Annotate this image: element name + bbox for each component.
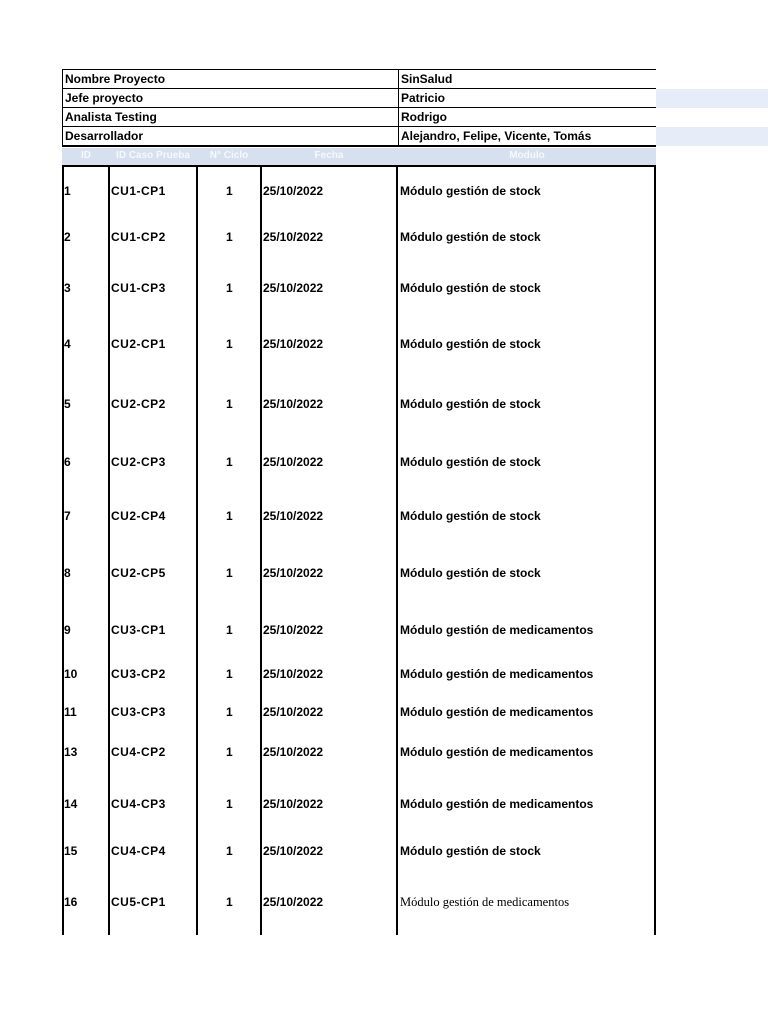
cell-date: 25/10/2022 <box>263 745 324 759</box>
cell-id: 8 <box>64 566 71 580</box>
cell-cycle: 1 <box>226 667 233 681</box>
table-row <box>62 227 656 247</box>
cell-date: 25/10/2022 <box>263 337 324 351</box>
cell-cycle: 1 <box>226 397 233 411</box>
table-row <box>62 794 656 814</box>
info-value: SinSalud <box>401 72 453 86</box>
table-row <box>62 278 656 298</box>
cell-module: Módulo gestión de stock <box>400 566 541 580</box>
info-divider <box>398 108 399 126</box>
cell-date: 25/10/2022 <box>263 667 324 681</box>
cell-id: 16 <box>64 895 78 909</box>
cell-id: 11 <box>64 705 77 719</box>
cell-id: 2 <box>64 230 71 244</box>
cell-cycle: 1 <box>226 745 233 759</box>
cell-module: Módulo gestión de stock <box>400 844 541 858</box>
column-header-case: ID Caso Prueba <box>116 150 190 161</box>
info-divider <box>398 70 399 88</box>
cell-module: Módulo gestión de stock <box>400 281 541 295</box>
table-row <box>62 506 656 526</box>
info-row-developers <box>62 127 656 147</box>
cell-id: 1 <box>64 184 71 198</box>
column-header-date: Fecha <box>314 150 344 161</box>
cell-id: 10 <box>64 667 78 681</box>
cell-case: CU5-CP1 <box>111 895 166 909</box>
table-row <box>62 394 656 414</box>
cell-cycle: 1 <box>226 184 233 198</box>
cell-module: Módulo gestión de stock <box>400 230 541 244</box>
cell-module: Módulo gestión de medicamentos <box>400 895 570 909</box>
cell-module: Módulo gestión de medicamentos <box>400 745 594 759</box>
info-tint-cell <box>656 89 768 108</box>
cell-module: Módulo gestión de stock <box>400 455 541 469</box>
info-value: Alejandro, Felipe, Vicente, Tomás <box>401 129 592 143</box>
info-tint-cell <box>656 127 768 146</box>
cell-case: CU2-CP4 <box>111 509 166 523</box>
table-row <box>62 334 656 354</box>
table-row <box>62 452 656 472</box>
cell-case: CU2-CP3 <box>111 455 166 469</box>
cell-case: CU2-CP1 <box>111 337 166 351</box>
cell-case: CU1-CP1 <box>111 184 166 198</box>
cell-id: 15 <box>64 844 78 858</box>
cell-case: CU3-CP1 <box>111 623 166 637</box>
cell-id: 9 <box>64 623 71 637</box>
cell-date: 25/10/2022 <box>263 509 324 523</box>
cell-module: Módulo gestión de stock <box>400 509 541 523</box>
cell-id: 4 <box>64 337 71 351</box>
cell-case: CU3-CP2 <box>111 667 166 681</box>
info-divider <box>398 89 399 107</box>
info-label: Analista Testing <box>65 110 157 124</box>
cell-id: 5 <box>64 397 71 411</box>
cell-cycle: 1 <box>226 566 233 580</box>
cell-case: CU2-CP2 <box>111 397 166 411</box>
cell-id: 3 <box>64 281 71 295</box>
cell-cycle: 1 <box>226 705 233 719</box>
info-row-project-name <box>62 70 656 89</box>
cell-case: CU4-CP2 <box>111 745 166 759</box>
cell-case: CU1-CP2 <box>111 230 166 244</box>
cell-date: 25/10/2022 <box>263 623 324 637</box>
column-header-id: ID <box>81 150 91 161</box>
table-row <box>62 664 656 684</box>
info-value: Patricio <box>401 91 446 105</box>
info-label: Desarrollador <box>65 129 144 143</box>
cell-module: Módulo gestión de medicamentos <box>400 667 594 681</box>
cell-case: CU3-CP3 <box>111 705 166 719</box>
cell-module: Módulo gestión de stock <box>400 337 541 351</box>
info-divider <box>398 127 399 145</box>
cell-cycle: 1 <box>226 455 233 469</box>
cell-cycle: 1 <box>226 337 233 351</box>
cell-date: 25/10/2022 <box>263 184 324 198</box>
info-row-project-lead <box>62 89 656 108</box>
column-header-cycle: N° Ciclo <box>209 150 249 161</box>
cell-date: 25/10/2022 <box>263 230 324 244</box>
cell-module: Módulo gestión de medicamentos <box>400 705 594 719</box>
cell-id: 13 <box>64 745 78 759</box>
info-row-testing-analyst <box>62 108 656 127</box>
cell-date: 25/10/2022 <box>263 844 324 858</box>
cell-date: 25/10/2022 <box>263 455 324 469</box>
table-row <box>62 620 656 640</box>
cell-id: 14 <box>64 797 78 811</box>
info-label: Nombre Proyecto <box>65 72 166 86</box>
cell-case: CU1-CP3 <box>111 281 166 295</box>
cell-cycle: 1 <box>226 797 233 811</box>
table-row <box>62 742 656 762</box>
cell-case: CU4-CP3 <box>111 797 166 811</box>
cell-date: 25/10/2022 <box>263 566 324 580</box>
table-row <box>62 563 656 583</box>
table-row <box>62 841 656 861</box>
table-row <box>62 181 656 201</box>
cell-module: Módulo gestión de stock <box>400 397 541 411</box>
table-row <box>62 702 656 722</box>
column-header-row <box>62 148 656 167</box>
column-header-module: Modulo <box>509 150 545 161</box>
cell-module: Módulo gestión de medicamentos <box>400 797 594 811</box>
cell-date: 25/10/2022 <box>263 705 324 719</box>
cell-module: Módulo gestión de medicamentos <box>400 623 594 637</box>
cell-case: CU4-CP4 <box>111 844 166 858</box>
info-label: Jefe proyecto <box>65 91 144 105</box>
cell-cycle: 1 <box>226 230 233 244</box>
table-row <box>62 892 656 912</box>
cell-id: 7 <box>64 509 71 523</box>
cell-date: 25/10/2022 <box>263 797 324 811</box>
info-value: Rodrigo <box>401 110 447 124</box>
cell-date: 25/10/2022 <box>263 397 324 411</box>
cell-date: 25/10/2022 <box>263 895 324 909</box>
cell-date: 25/10/2022 <box>263 281 324 295</box>
cell-cycle: 1 <box>226 844 233 858</box>
cell-cycle: 1 <box>226 895 233 909</box>
cell-module: Módulo gestión de stock <box>400 184 541 198</box>
cell-case: CU2-CP5 <box>111 566 166 580</box>
cell-id: 6 <box>64 455 71 469</box>
cell-cycle: 1 <box>226 623 233 637</box>
cell-cycle: 1 <box>226 281 233 295</box>
project-info-block <box>62 69 656 147</box>
cell-cycle: 1 <box>226 509 233 523</box>
